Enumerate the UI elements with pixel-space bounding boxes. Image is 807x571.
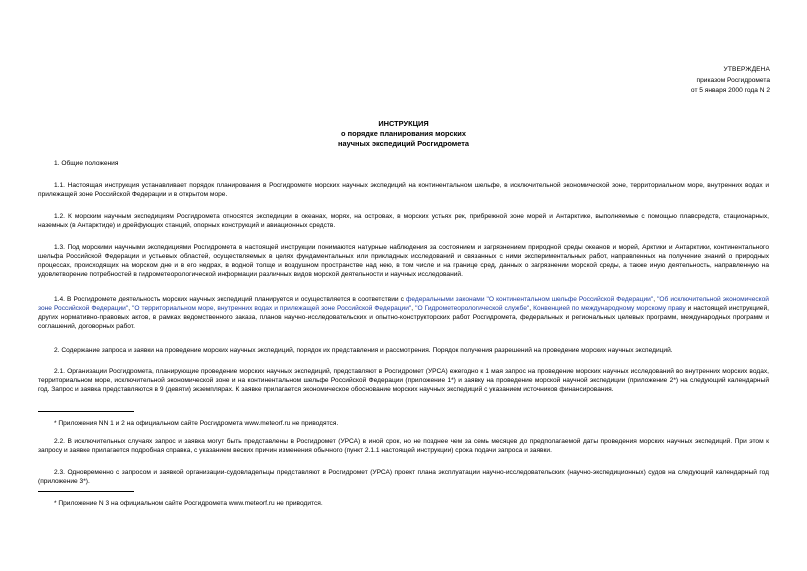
separator: , (653, 296, 658, 303)
paragraph-1-2: 1.2. К морским научным экспедициям Росгидромета относятся экспедиции в океанах, морях, на островах, в морских устьях рек, прибрежной зоне морей и Антарктике, выполняемые с помощью плавсредств, стационарных, наземных (в Антарктиде) и дрейфующих станций, опорных конструкций и авиационных средств. (38, 213, 769, 229)
paragraph-1-3: 1.3. Под морскими научными экспедициями Росгидромета в настоящей инструкции понимаются натурные наблюдения за состоянием и загрязнением природной среды океанов и морей, Арктики и Антарктики, континентального шельфа Российской Федерации и устьевых областей, осуществляемых в целях фундаментальных или прикладных исследований и связанных с ними экспериментальных работ, направленных на получение знаний о природных процессах, происходящих на морском дне и в его недрах, в водной толще и воздушном пространстве над нею, в том числе и на границе сред, данных о загрязнении морской среды, а также иную деятельность, направленную на удовлетворение потребностей в гидрометеорологической информации различных видов морской деятельности и научных исследований. (38, 244, 769, 278)
section-2-heading: 2. Содержание запроса и заявки на проведение морских научных экспедиций, порядок их представления и рассмотрения. Порядок получения разрешений на проведение морских научных экспедиций. (54, 347, 673, 354)
approval-order: приказом Росгидромета (696, 76, 770, 84)
law-link-continental-shelf[interactable]: федеральными законами "О континентальном шельфе Российской Федерации" (405, 296, 654, 303)
law-link-territorial-sea[interactable]: "О территориальном море, внутренних водах и прилежащей зоне Российской Федерации" (132, 305, 412, 312)
approval-heading: УТВЕРЖДЕНА (723, 66, 770, 73)
footnote-rule (38, 411, 134, 412)
footnote-1: * Приложения NN 1 и 2 на официальном сайте Росгидромета www.meteorf.ru не приводятся. (54, 420, 339, 427)
section-1-heading: 1. Общие положения (54, 160, 119, 167)
separator: , (529, 305, 534, 312)
law-link-economic-zone[interactable]: "Об исключительной экономической зоне Российской Федерации" (38, 296, 769, 312)
paragraph-2-1: 2.1. Организации Росгидромета, планирующие проведение морских научных экспедиций, представляют в Росгидромет (УРСА) ежегодно к 1 мая запрос на проведение морских научных исследований во внутренних морских водах, территориальном море, исключительной экономической зоне и на континентальном шельфе Российской Федерации (приложение 1*) и заявку на проведение морской научной экспедиции (приложение 2*) на следующий календарный год. Запрос и заявка представляются в 9 (девяти) экземплярах. К заявке прилагается экономическое обоснование морских научных экспедиций с указанием источников финансирования. (38, 368, 769, 393)
separator: , (411, 305, 416, 312)
paragraph-2-2: 2.2. В исключительных случаях запрос и заявка могут быть представлены в Росгидромет (УРСА) в иной срок, но не позднее чем за семь месяцев до предполагаемой даты проведения морских научных экспедиций. При этом к запросу и заявке прилагается подробная справка, с указанием веских причин изменения обычного (пункт 2.1.1 настоящей инструкции) срока подачи запроса и заявки. (38, 438, 769, 454)
approval-stamp (570, 65, 770, 97)
paragraph-1-4-start: 1.4. В Росгидромете деятельность морских научных экспедиций планируется и осуществляется в соответствии с (54, 296, 406, 303)
footnote-2: * Приложение N 3 на официальном сайте Росгидромета www.meteorf.ru не приводится. (54, 500, 323, 507)
convention-link-sea-law[interactable]: Конвенцией по международному морскому праву (533, 305, 686, 312)
footnote-rule (38, 491, 134, 492)
paragraph-1-1: 1.1. Настоящая инструкция устанавливает порядок планирования в Росгидромете морских научных экспедиций на континентальном шельфе, в исключительной экономической зоне, территориальном море, внутренних водах и прилежащей зоне Российской Федерации и в открытом море. (38, 182, 769, 198)
law-link-hydromet-service[interactable]: "О Гидрометеорологической службе" (415, 305, 530, 312)
paragraph-1-4-end: и настоящей инструкцией, других нормативно-правовых актов, в рамках ведомственного заказа, планов научно-исследовательских и опытно-конструкторских работ Росгидромета, федеральных и региональных целевых программ, международных программ и соглашений, договорных работ. (38, 305, 769, 330)
approval-date: от 5 января 2000 года N 2 (690, 87, 770, 94)
title-line-1: ИНСТРУКЦИЯ (378, 119, 429, 128)
title-line-3: научных экспедиций Росгидромета (338, 139, 469, 148)
document-title (0, 119, 807, 149)
separator: , (128, 305, 133, 312)
paragraph-2-3: 2.3. Одновременно с запросом и заявкой организации-судовладельцы представляют в Росгидромет (УРСА) проект плана эксплуатации научно-исследовательских (научно-экспедиционных) судов на следующий календарный год (приложение 3*). (38, 469, 769, 485)
paragraph-1-4 (38, 295, 769, 331)
title-line-2: о порядке планирования морских (341, 129, 466, 138)
